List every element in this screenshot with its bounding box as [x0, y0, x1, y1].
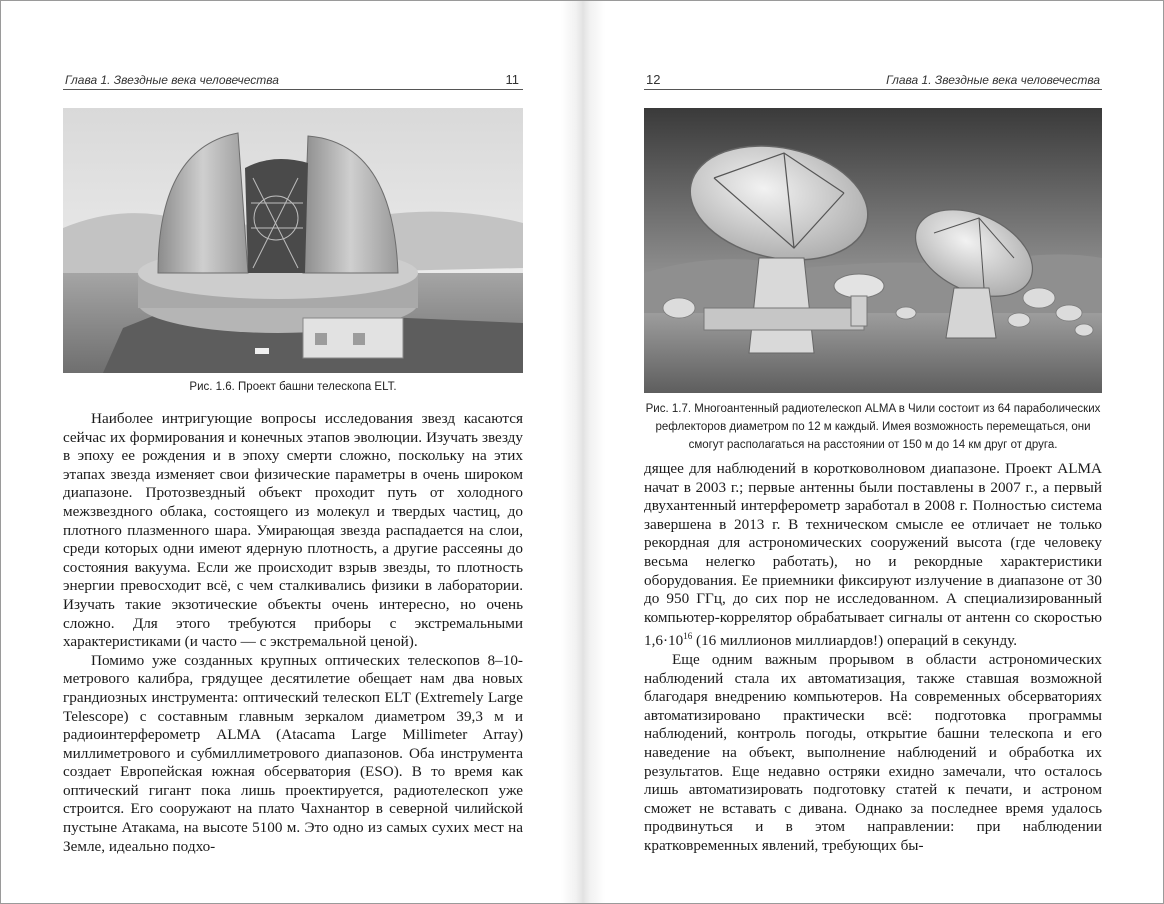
paragraph-text-tail: (16 миллионов миллиардов!) операций в секунду. [692, 632, 1018, 650]
elt-tower-figure [63, 108, 523, 373]
running-head-title: Глава 1. Звездные века человечества [886, 73, 1100, 87]
right-page [644, 1, 1102, 903]
book-gutter [561, 1, 605, 903]
running-head [63, 71, 523, 90]
figure-caption: Рис. 1.6. Проект башни телескопа ELT. [189, 381, 397, 393]
left-page [63, 1, 523, 903]
paragraph: Наиболее интригующие вопросы исследования звезд касаются сейчас их формирования и конечных этапов эволюции. Изучать звезду в эпоху ее рождения и в эпоху смерти сложно, поскольку на этих этапах звезда изменяет свои физические параметры в очень широком диапазоне. Протозвездный объект проходит путь от холодного межзвездного облака, состоящего из молекул и твердых частиц, до плотного плазменного шара. Умирающая звезда распадается на слои, среди которых одни имеют ядерную плотность, а другие рассеяны до состояния вакуума. Если же происходит взрыв звезды, то плотность энергии превосходит всё, с чем сталкивались физики в лаборатории. Изучать такие экзотические объекты очень интересно, но очень сложно. Для этого требуются приборы с экстремальными характеристиками (и часто — с экстремальной ценой). [63, 410, 523, 651]
paragraph-continued [644, 460, 1102, 651]
body-text [63, 410, 523, 856]
page-number: 12 [646, 72, 661, 87]
paragraph: Помимо уже созданных крупных оптических телескопов 8–10-метрового калибра, грядущее десятилетие обещает нам два новых грандиозных инструмента: оптический телескоп ELT (Extremely Large Telescope) с составным главным зеркалом диаметром 39,3 м и радиоинтерферометр ALMA (Atacama Large Millimeter Array) миллиметрового и субмиллиметрового диапазонов. Оба инструмента создает Европейская южная обсерватория (ESO). В то время как оптический гигант пока лишь проектируется, радиотелескоп уже строится. Его сооружают на плато Чахнантор в северной чилийской пустыне Атакама, на высоте 5100 м. Это одно из самых сухих мест на Земле, идеально подхо- [63, 651, 523, 855]
exponent: 16 [683, 631, 693, 642]
body-text [644, 460, 1102, 856]
elt-tower-illustration [63, 108, 523, 373]
page-number: 11 [505, 72, 519, 87]
running-head-title: Глава 1. Звездные века человечества [65, 73, 279, 87]
running-head [644, 71, 1102, 90]
paragraph-text: дящее для наблюдений в коротковолновом диапазоне. Проект ALMA начат в 2003 г.; первые антенны были поставлены в 2007 г., а первый двухантенный интерферометр заработал в 2008 г. Полностью система завершена в 2013 г. В техническом смысле ее отличает не только рекордная для астрономических сооружений высота (где человеку весьма нелегко работать), но и рекордные характеристики оборудования. Ее приемники фиксируют излучение в диапазоне от 30 до 950 ГГц, до сих пор не исследованном. А специализированный компьютер-коррелятор обрабатывает сигналы от антенн со скоростью 1,6·10 [644, 460, 1102, 650]
alma-figure [644, 108, 1102, 393]
paragraph: Еще одним важным прорывом в области астрономических наблюдений стала их автоматизация, также ставшая возможной благодаря внедрению компьютеров. На современных обсерваториях автоматизировано практически всё: подготовка программы наблюдений, контроль погоды, открытие башни телескопа и его наведение на объект, выполнение наблюдений и обработка их результатов. Еще недавно остряки ехидно замечали, что осталось лишь автоматизировать подготовку статей к печати, и астроном сможет не вставать с дивана. Однако за последнее время удалось продвинуться и в этом направлении: при наблюдении кратковременных явлений, требующих бы- [644, 651, 1102, 854]
alma-antennas-illustration [644, 108, 1102, 393]
figure-caption: Рис. 1.7. Многоантенный радиотелескоп ALMA в Чили состоит из 64 параболических рефлекторов диаметром по 12 м каждый. Имея возможность перемещаться, они смогут располагаться на расстоянии от 150 м до 14 км друг от друга. [645, 403, 1101, 451]
